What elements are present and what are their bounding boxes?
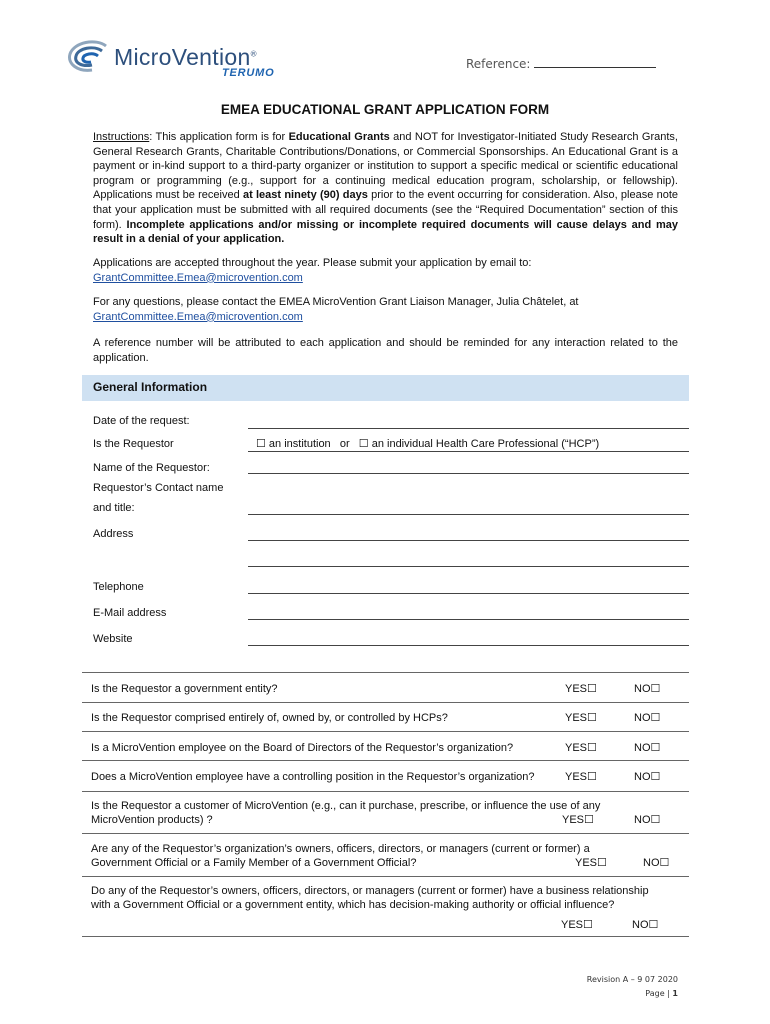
no-checkbox[interactable]: NO☐	[634, 712, 661, 724]
no-checkbox[interactable]: NO☐	[632, 919, 659, 931]
telephone-label: Telephone	[93, 581, 144, 593]
accepted-paragraph	[93, 256, 678, 285]
instructions-text-3: prior to the event occurring for consideration. Also, please note that your application must be submitted with all required documents (see the “Required Documentation” section of this form).	[93, 189, 678, 231]
page-title: EMEA EDUCATIONAL GRANT APPLICATION FORM	[220, 102, 550, 117]
date-label: Date of the request:	[93, 415, 190, 427]
questions-text: For any questions, please contact the EMEA MicroVention Grant Liaison Manager, Julia Châtelet, at	[93, 296, 579, 308]
website-label: Website	[93, 633, 133, 645]
no-checkbox[interactable]: NO☐	[634, 683, 661, 695]
name-input-line[interactable]	[248, 473, 689, 474]
instructions-paragraph	[93, 130, 678, 247]
reference-label: Reference:	[466, 57, 531, 71]
yes-checkbox[interactable]: YES☐	[565, 712, 597, 724]
date-input-line[interactable]	[248, 428, 689, 429]
contact-label-1: Requestor’s Contact name	[93, 482, 224, 494]
page-number: 1	[672, 989, 678, 998]
yes-checkbox[interactable]: YES☐	[565, 742, 597, 754]
yes-checkbox[interactable]: YES☐	[565, 771, 597, 783]
microvention-logo-mark-icon	[66, 40, 110, 74]
questions-paragraph	[93, 295, 678, 324]
contact-input-line[interactable]	[248, 514, 689, 515]
reference-field	[466, 57, 656, 71]
divider	[82, 833, 689, 834]
question-text-line-2: with a Government Official or a government entity, which has decision-making authority or official influence?	[91, 899, 615, 911]
accepted-text: Applications are accepted throughout the year. Please submit your application by email to:	[93, 257, 532, 269]
yes-checkbox[interactable]: YES☐	[575, 857, 607, 869]
divider	[82, 936, 689, 937]
page-label: Page |	[645, 989, 670, 998]
section-title: General Information	[93, 380, 208, 394]
logo-terumo: TERUMO	[222, 67, 275, 79]
logo-wordmark: MicroVention®	[114, 44, 257, 70]
requestor-type-options[interactable]: ☐ an institution or ☐ an individual Health Care Professional (“HCP”)	[256, 438, 600, 450]
divider	[82, 731, 689, 732]
reference-paragraph: A reference number will be attributed to each application and should be reminded for any interaction related to the application.	[93, 337, 678, 364]
question-text-line-2: Government Official or a Family Member of a Government Official?	[91, 857, 417, 869]
question-text: Is a MicroVention employee on the Board of Directors of the Requestor’s organization?	[91, 742, 514, 754]
yes-checkbox[interactable]: YES☐	[562, 814, 594, 826]
question-text-line-1: Do any of the Requestor’s owners, officers, directors, or managers (current or former) have a business relationship	[91, 885, 649, 897]
reference-input-line[interactable]	[534, 57, 656, 68]
website-input-line[interactable]	[248, 645, 689, 646]
divider	[82, 876, 689, 877]
question-text-line-2: MicroVention products) ?	[91, 814, 213, 826]
no-checkbox[interactable]: NO☐	[634, 771, 661, 783]
name-label: Name of the Requestor:	[93, 462, 210, 474]
no-checkbox[interactable]: NO☐	[634, 814, 661, 826]
instructions-text-2: and NOT for Investigator-Initiated Study Research Grants, General Research Grants, Charitable Contributions/Donations, or Commercial Sponsorships. An Educational Grant is a payment or in-kind support to a third-party organizer or institution to support a specific medical or scientific educational program or programming (e.g., support for a continuing medical education program, scholarship, or fellowship). Applications must be received	[93, 131, 678, 202]
yes-checkbox[interactable]: YES☐	[561, 919, 593, 931]
question-text-line-1: Is the Requestor a customer of MicroVention (e.g., can it purchase, prescribe, or influence the use of any	[91, 800, 601, 812]
contact-label-2: and title:	[93, 502, 135, 514]
instructions-bold-1: Educational Grants	[288, 131, 390, 143]
no-checkbox[interactable]: NO☐	[643, 857, 670, 869]
instructions-label: Instructions	[93, 131, 150, 143]
yes-checkbox[interactable]: YES☐	[565, 683, 597, 695]
no-checkbox[interactable]: NO☐	[634, 742, 661, 754]
question-text: Is the Requestor comprised entirely of, owned by, or controlled by HCPs?	[91, 712, 448, 724]
email-link-2[interactable]: GrantCommittee.Emea@microvention.com	[93, 310, 303, 323]
address-label: Address	[93, 528, 134, 540]
email-label: E-Mail address	[93, 607, 167, 619]
question-text: Does a MicroVention employee have a controlling position in the Requestor’s organization?	[91, 771, 535, 783]
address-input-line-2[interactable]	[248, 566, 689, 567]
instructions-bold-2: at least ninety (90) days	[242, 189, 368, 202]
page-indicator	[520, 987, 678, 1001]
footer	[520, 973, 678, 1001]
telephone-input-line[interactable]	[248, 593, 689, 594]
email-input-line[interactable]	[248, 619, 689, 620]
question-text: Is the Requestor a government entity?	[91, 683, 278, 695]
divider	[82, 791, 689, 792]
question-text-line-1: Are any of the Requestor’s organization’s owners, officers, directors, or managers (current or former) a	[91, 843, 590, 855]
instructions-bold-3: Incomplete applications and/or missing or incomplete required documents will cause delays and may result in a denial of your application.	[93, 218, 678, 246]
is-requestor-label: Is the Requestor	[93, 438, 174, 450]
address-input-line-1[interactable]	[248, 540, 689, 541]
divider	[82, 760, 689, 761]
email-link-1[interactable]: GrantCommittee.Emea@microvention.com	[93, 271, 303, 284]
revision-text: Revision A – 9 07 2020	[586, 975, 678, 984]
requestor-type-line	[248, 451, 689, 452]
divider	[82, 672, 689, 673]
divider	[82, 702, 689, 703]
instructions-text-1: : This application form is for	[149, 131, 289, 143]
